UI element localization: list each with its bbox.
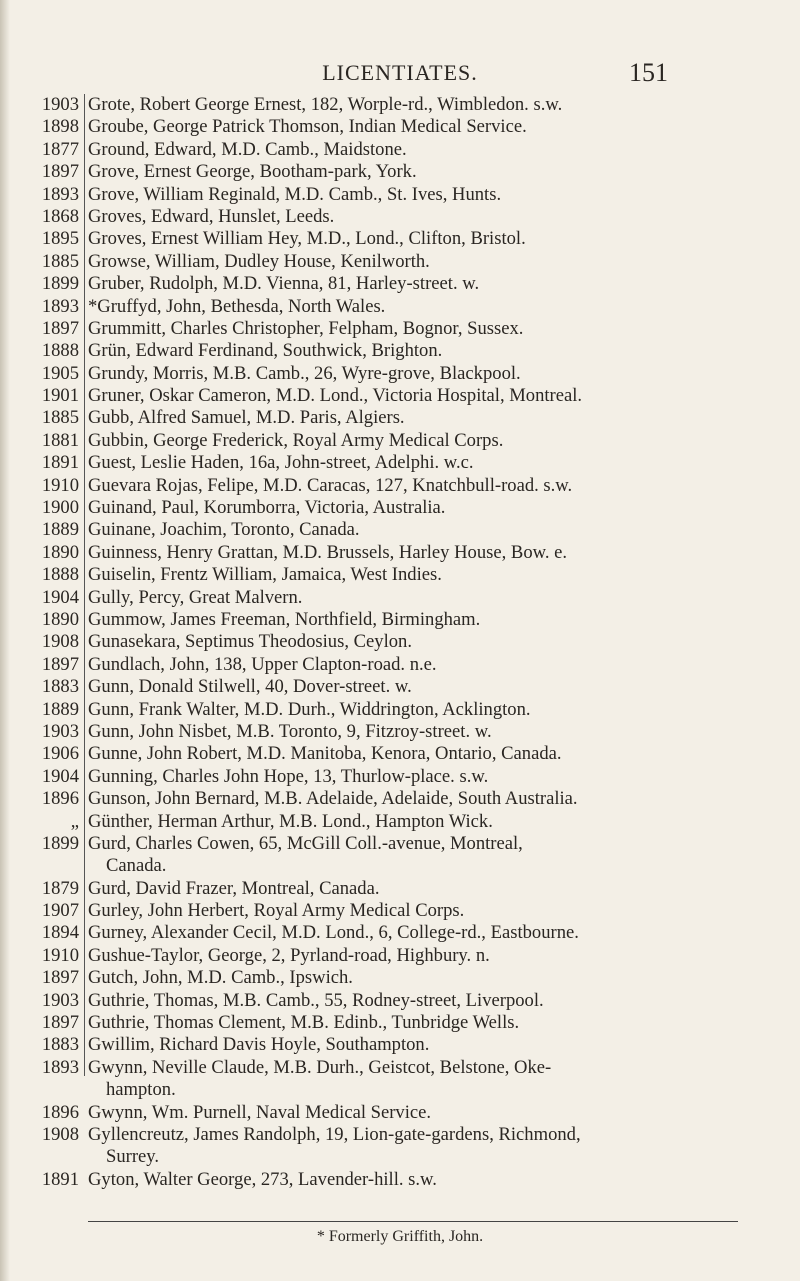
entry-text: Gunn, John Nisbet, M.B. Toronto, 9, Fitzroy-street. w.: [88, 720, 492, 742]
entry-year: 1904: [41, 586, 79, 608]
entry-text: Grün, Edward Ferdinand, Southwick, Brighton.: [88, 340, 443, 362]
entry-year: 1903: [41, 94, 79, 115]
list-item: [0, 206, 800, 228]
list-item: [0, 833, 800, 855]
entry-year: 1906: [41, 743, 79, 765]
list-item: [0, 1102, 800, 1124]
entry-text: Gwynn, Neville Claude, M.B. Durh., Geistcot, Belstone, Oke-: [88, 1056, 552, 1078]
entry-year: 1896: [41, 788, 79, 810]
list-item: [0, 654, 800, 676]
entry-text: Gurney, Alexander Cecil, M.D. Lond., 6, College-rd., Eastbourne.: [88, 922, 579, 944]
entry-text: Gunn, Donald Stilwell, 40, Dover-street. w.: [88, 676, 412, 698]
entry-text: Gushue-Taylor, George, 2, Pyrland-road, Highbury. n.: [88, 944, 490, 966]
list-item: [0, 475, 800, 497]
entry-year: 1885: [41, 407, 79, 429]
list-item: [0, 318, 800, 340]
entry-year: 1897: [41, 653, 79, 675]
list-item: [0, 94, 800, 116]
entry-text: Guinane, Joachim, Toronto, Canada.: [88, 519, 360, 541]
entry-text: Gruber, Rudolph, M.D. Vienna, 81, Harley-street. w.: [88, 273, 480, 295]
list-item-continuation: [0, 855, 800, 877]
list-item: [0, 922, 800, 944]
list-item: [0, 296, 800, 318]
entry-year: 1900: [41, 497, 79, 519]
entry-text: Gwynn, Wm. Purnell, Naval Medical Service.: [88, 1101, 432, 1123]
list-item: [0, 788, 800, 810]
list-item: [0, 430, 800, 452]
list-item: [0, 631, 800, 653]
list-item: [0, 676, 800, 698]
entry-year: 1907: [41, 900, 79, 922]
entry-text: Gruner, Oskar Cameron, M.D. Lond., Victoria Hospital, Montreal.: [88, 385, 583, 407]
entry-year: 1903: [41, 720, 79, 742]
entry-text: Gurd, Charles Cowen, 65, McGill Coll.-avenue, Montreal,: [88, 832, 523, 854]
entry-year: 1896: [41, 1101, 79, 1123]
entry-text: Gundlach, John, 138, Upper Clapton-road. n.e.: [88, 653, 437, 675]
entry-text: Grote, Robert George Ernest, 182, Worple-rd., Wimbledon. s.w.: [88, 94, 563, 115]
entry-year: 1885: [41, 250, 79, 272]
entry-year: 1891: [41, 452, 79, 474]
entry-text: hampton.: [106, 1079, 176, 1101]
entry-text: Gunning, Charles John Hope, 13, Thurlow-place. s.w.: [88, 765, 489, 787]
entry-year: 1894: [41, 922, 79, 944]
entry-text: Ground, Edward, M.D. Camb., Maidstone.: [88, 138, 407, 160]
entry-text: Gully, Percy, Great Malvern.: [88, 586, 303, 608]
list-item-continuation: [0, 1079, 800, 1101]
entry-year: 1891: [41, 1168, 79, 1190]
entry-text: Guevara Rojas, Felipe, M.D. Caracas, 127, Knatchbull-road. s.w.: [88, 474, 573, 496]
entry-text: Gunasekara, Septimus Theodosius, Ceylon.: [88, 631, 412, 653]
list-item: [0, 273, 800, 295]
entry-text: Gunne, John Robert, M.D. Manitoba, Kenora, Ontario, Canada.: [88, 743, 562, 765]
entry-text: *Gruffyd, John, Bethesda, North Wales.: [88, 295, 386, 317]
entry-year: 1893: [41, 1056, 79, 1078]
list-item: [0, 542, 800, 564]
list-item: [0, 385, 800, 407]
list-item: [0, 452, 800, 474]
entry-text: Gyllencreutz, James Randolph, 19, Lion-gate-gardens, Richmond,: [88, 1123, 581, 1145]
entry-year: 1897: [41, 1012, 79, 1034]
entry-text: Grove, Ernest George, Bootham-park, York.: [88, 161, 417, 183]
entry-year: 1890: [41, 541, 79, 563]
entry-year: 1910: [41, 944, 79, 966]
entry-year: 1901: [41, 385, 79, 407]
entry-text: Grove, William Reginald, M.D. Camb., St. Ives, Hunts.: [88, 183, 502, 205]
entry-year: 1888: [41, 564, 79, 586]
entry-year: 1897: [41, 967, 79, 989]
list-item: [0, 407, 800, 429]
list-item: [0, 811, 800, 833]
entry-year: 1877: [41, 138, 79, 160]
entry-year: 1897: [41, 317, 79, 339]
entry-text: Guinness, Henry Grattan, M.D. Brussels, Harley House, Bow. e.: [88, 541, 568, 563]
entry-text: Groves, Edward, Hunslet, Leeds.: [88, 205, 335, 227]
entry-text: Guthrie, Thomas Clement, M.B. Edinb., Tunbridge Wells.: [88, 1012, 520, 1034]
entry-text: Guinand, Paul, Korumborra, Victoria, Australia.: [88, 497, 446, 519]
entry-text: Gwillim, Richard Davis Hoyle, Southampton.: [88, 1034, 430, 1056]
entry-text: Growse, William, Dudley House, Kenilworth.: [88, 250, 430, 272]
list-item: [0, 721, 800, 743]
entry-text: Günther, Herman Arthur, M.B. Lond., Hampton Wick.: [88, 810, 493, 832]
list-item: [0, 497, 800, 519]
entry-year: 1893: [41, 295, 79, 317]
entry-text: Gutch, John, M.D. Camb., Ipswich.: [88, 967, 353, 989]
entry-text: Gubb, Alfred Samuel, M.D. Paris, Algiers.: [88, 407, 405, 429]
running-head: LICENTIATES.: [322, 60, 478, 85]
entry-year: 1889: [41, 698, 79, 720]
list-item: [0, 161, 800, 183]
entry-year: „: [70, 810, 79, 832]
entry-year: 1908: [41, 1123, 79, 1145]
list-item: [0, 1169, 800, 1191]
list-item: [0, 116, 800, 138]
list-item: [0, 228, 800, 250]
entry-text: Gubbin, George Frederick, Royal Army Medical Corps.: [88, 429, 504, 451]
entry-text: Grundy, Morris, M.B. Camb., 26, Wyre-grove, Blackpool.: [88, 362, 521, 384]
entry-year: 1889: [41, 519, 79, 541]
entry-text: Groves, Ernest William Hey, M.D., Lond., Clifton, Bristol.: [88, 228, 526, 250]
entry-text: Gummow, James Freeman, Northfield, Birmingham.: [88, 608, 481, 630]
entry-text: Gyton, Walter George, 273, Lavender-hill. s.w.: [88, 1168, 437, 1190]
footnote: * Formerly Griffith, John.: [316, 1228, 484, 1245]
entry-text: Guiselin, Frentz William, Jamaica, West Indies.: [88, 564, 442, 586]
list-item-continuation: [0, 1146, 800, 1168]
entry-year: 1893: [41, 183, 79, 205]
list-item: [0, 363, 800, 385]
entry-text: Canada.: [106, 855, 167, 877]
list-item: [0, 1012, 800, 1034]
entry-text: Grummitt, Charles Christopher, Felpham, Bognor, Sussex.: [88, 317, 524, 339]
entry-year: 1895: [41, 228, 79, 250]
page-header: [0, 58, 800, 88]
entry-year: 1903: [41, 989, 79, 1011]
entry-text: Gurd, David Frazer, Montreal, Canada.: [88, 877, 380, 899]
list-item: [0, 878, 800, 900]
list-item: [0, 519, 800, 541]
entry-year: 1888: [41, 340, 79, 362]
entry-year: 1879: [41, 877, 79, 899]
list-item: [0, 564, 800, 586]
list-item: [0, 340, 800, 362]
list-item: [0, 990, 800, 1012]
entry-text: Gurley, John Herbert, Royal Army Medical Corps.: [88, 900, 465, 922]
footnote-rule: [88, 1221, 738, 1222]
entry-text: Gunn, Frank Walter, M.D. Durh., Widdrington, Acklington.: [88, 698, 531, 720]
entry-text: Gunson, John Bernard, M.B. Adelaide, Adelaide, South Australia.: [88, 788, 578, 810]
entry-year: 1897: [41, 161, 79, 183]
list-item: [0, 251, 800, 273]
list-item: [0, 1124, 800, 1146]
entry-year: 1898: [41, 116, 79, 138]
entry-text: Surrey.: [106, 1146, 160, 1168]
licentiates-list: [0, 94, 800, 1191]
entry-year: 1908: [41, 631, 79, 653]
entry-year: 1868: [41, 205, 79, 227]
entry-text: Guthrie, Thomas, M.B. Camb., 55, Rodney-street, Liverpool.: [88, 989, 544, 1011]
entry-year: 1910: [41, 474, 79, 496]
list-item: [0, 184, 800, 206]
list-item: [0, 945, 800, 967]
list-item: [0, 743, 800, 765]
entry-year: 1881: [41, 429, 79, 451]
entry-year: 1905: [41, 362, 79, 384]
list-item: [0, 900, 800, 922]
entry-text: Guest, Leslie Haden, 16a, John-street, Adelphi. w.c.: [88, 452, 474, 474]
list-item: [0, 587, 800, 609]
entry-year: 1890: [41, 608, 79, 630]
entry-year: 1883: [41, 1034, 79, 1056]
list-item: [0, 967, 800, 989]
list-item: [0, 1034, 800, 1056]
entry-year: 1899: [41, 273, 79, 295]
entry-text: Groube, George Patrick Thomson, Indian Medical Service.: [88, 116, 527, 138]
list-item: [0, 1057, 800, 1079]
entry-year: 1904: [41, 765, 79, 787]
entry-year: 1899: [41, 832, 79, 854]
list-item: [0, 139, 800, 161]
page-number: 151: [629, 58, 668, 87]
entry-year: 1883: [41, 676, 79, 698]
list-item: [0, 699, 800, 721]
list-item: [0, 609, 800, 631]
list-item: [0, 766, 800, 788]
